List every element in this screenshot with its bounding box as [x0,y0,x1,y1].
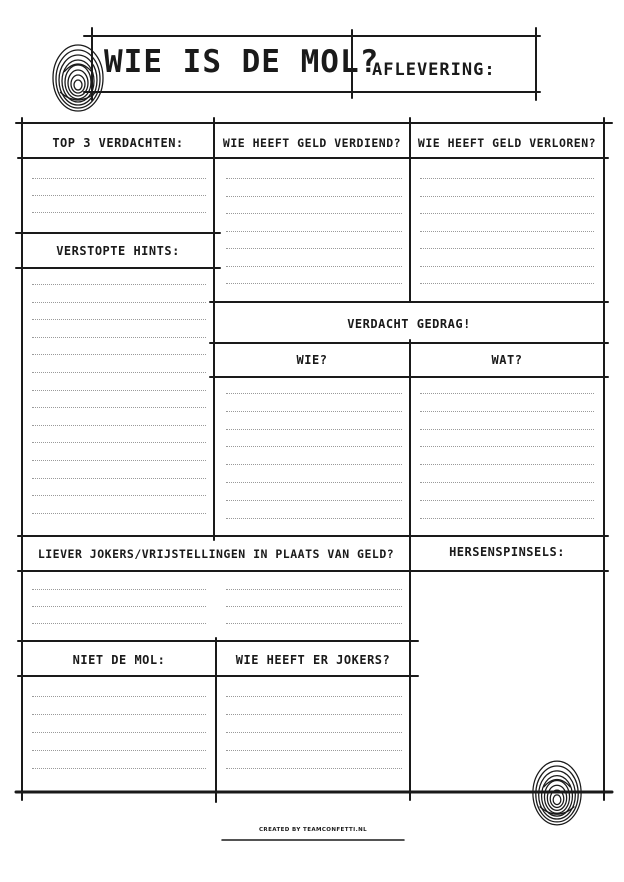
writing-line [226,429,402,430]
writing-line [420,248,594,249]
writing-line [32,513,206,514]
writing-line [32,337,206,338]
suspicious-behavior-label: VERDACHT GEDRAG! [347,317,471,331]
writing-line [32,284,206,285]
writing-line [32,696,206,697]
writing-line [226,589,402,590]
writing-line [420,518,594,519]
writing-line [32,372,206,373]
writing-line [226,482,402,483]
money-earned-label: WIE HEEFT GELD VERDIEND? [222,136,402,150]
jokers-right-writing-lines[interactable] [226,573,402,639]
jokers-left-writing-lines[interactable] [32,573,206,639]
footer-credit: CREATED BY TEAMCONFETTI.NL [259,827,367,833]
fingerprint-icon [50,42,106,114]
writing-line [32,750,206,751]
writing-line [226,196,402,197]
writing-line [226,623,402,624]
brainstorm-label: HERSENSPINSELS: [449,545,565,559]
writing-line [226,393,402,394]
writing-line [32,407,206,408]
writing-line [226,518,402,519]
writing-line [32,589,206,590]
who-label: WIE? [296,353,328,367]
page-title: WIE IS DE MOL? [104,44,380,80]
writing-line [420,482,594,483]
writing-line [226,266,402,267]
money-lost-label: WIE HEEFT GELD VERLOREN? [417,136,597,150]
what-label: WAT? [491,353,523,367]
writing-line [226,750,402,751]
writing-line [226,464,402,465]
writing-line [32,302,206,303]
writing-line [226,213,402,214]
writing-line [226,411,402,412]
writing-line [226,446,402,447]
writing-line [420,231,594,232]
who-has-jokers-writing-lines[interactable] [226,678,402,788]
writing-line [420,446,594,447]
writing-line [420,266,594,267]
writing-line [226,768,402,769]
writing-line [420,393,594,394]
writing-line [32,390,206,391]
writing-line [32,714,206,715]
writing-line [420,178,594,179]
writing-line [32,606,206,607]
writing-line [32,319,206,320]
writing-line [32,442,206,443]
not-the-mole-writing-lines[interactable] [32,678,206,788]
writing-line [420,213,594,214]
writing-line [420,411,594,412]
brainstorm-writing-area[interactable] [412,573,602,789]
writing-line [226,732,402,733]
jokers-instead-of-money-label: LIEVER JOKERS/VRIJSTELLINGEN IN PLAATS VAN GELD? [37,547,395,561]
who-writing-lines[interactable] [226,379,402,534]
writing-line [32,460,206,461]
who-has-jokers-label: WIE HEEFT ER JOKERS? [235,653,391,667]
writing-line [226,500,402,501]
writing-line [226,606,402,607]
writing-line [32,623,206,624]
writing-line [32,178,206,179]
episode-label: AFLEVERING: [372,60,496,80]
writing-line [420,500,594,501]
writing-line [32,195,206,196]
writing-line [420,283,594,284]
hidden-hints-writing-lines[interactable] [32,270,206,532]
writing-line [226,248,402,249]
writing-line [32,768,206,769]
writing-line [32,478,206,479]
writing-line [226,696,402,697]
writing-line [32,732,206,733]
writing-line [420,464,594,465]
writing-line [420,196,594,197]
writing-line [226,178,402,179]
top3-writing-lines[interactable] [32,160,206,232]
money-lost-writing-lines[interactable] [420,160,594,300]
top3-suspects-label: TOP 3 VERDACHTEN: [52,136,184,150]
writing-line [226,283,402,284]
writing-line [226,231,402,232]
money-earned-writing-lines[interactable] [226,160,402,300]
what-writing-lines[interactable] [420,379,594,534]
writing-line [32,425,206,426]
writing-line [32,495,206,496]
not-the-mole-label: NIET DE MOL: [72,653,166,667]
writing-line [226,714,402,715]
hidden-hints-label: VERSTOPTE HINTS: [56,244,180,258]
writing-line [32,212,206,213]
writing-line [32,354,206,355]
writing-line [420,429,594,430]
